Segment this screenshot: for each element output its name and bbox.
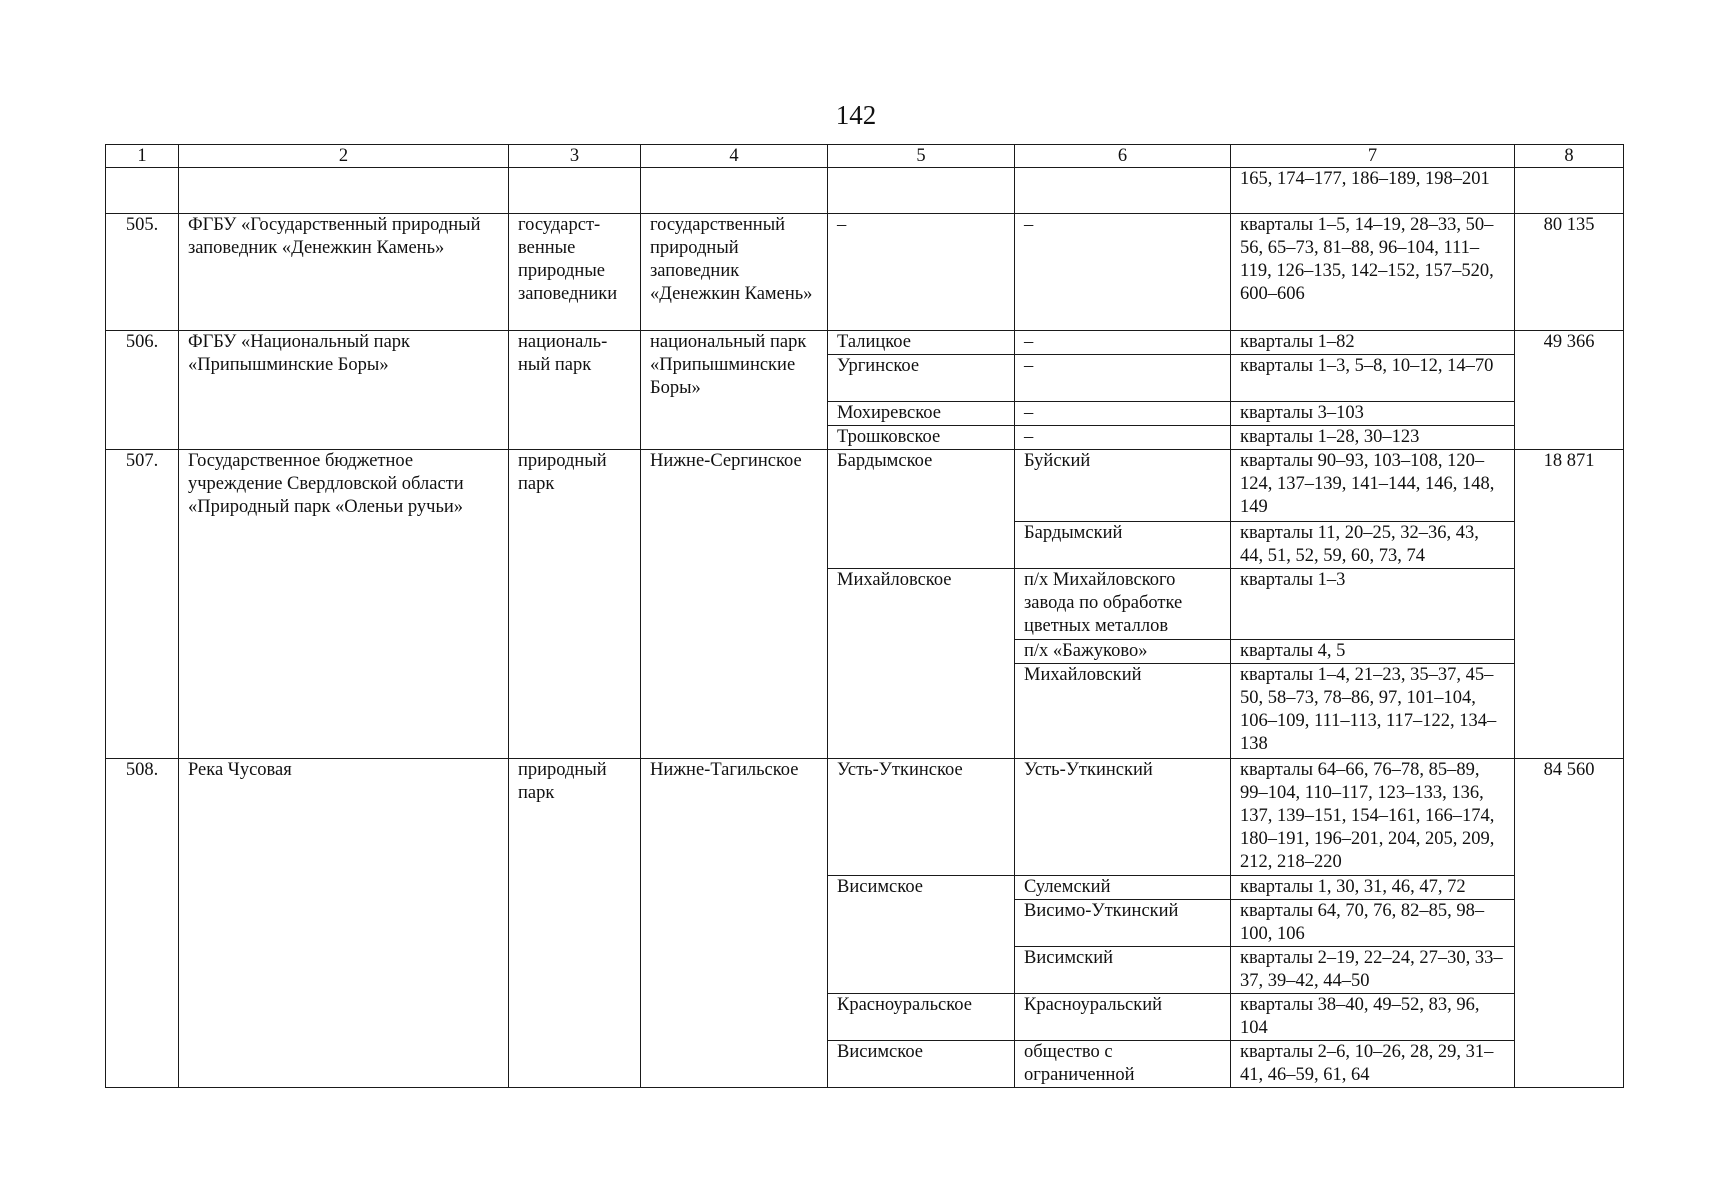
cell: [641, 168, 828, 214]
row-number: 506.: [106, 331, 179, 450]
district-forestry-cell: Буйский: [1015, 450, 1231, 522]
organization-name: Государственное бюджетное учреждение Свердловской области «Природный парк «Оленьи ручьи»: [179, 450, 509, 759]
category-cell: природный парк: [509, 450, 641, 759]
quarters-cell: кварталы 38–40, 49–52, 83, 96, 104: [1231, 994, 1515, 1041]
cell: [509, 168, 641, 214]
quarters-cell: 165, 174–177, 186–189, 198–201: [1231, 168, 1515, 214]
forestry-cell: Михайловское: [828, 569, 1015, 759]
district-forestry-cell: Усть-Уткинский: [1015, 759, 1231, 876]
table-row: [106, 450, 1624, 522]
quarters-cell: кварталы 90–93, 103–108, 120–124, 137–139, 141–144, 146, 148, 149: [1231, 450, 1515, 522]
forestry-cell: Висимское: [828, 876, 1015, 994]
area-cell: 49 366: [1515, 331, 1624, 450]
territory-cell: государственный природный заповедник «Денежкин Камень»: [641, 214, 828, 331]
quarters-cell: кварталы 3–103: [1231, 402, 1515, 426]
area-cell: 84 560: [1515, 759, 1624, 1088]
table-row: [106, 331, 1624, 355]
district-forestry-cell: –: [1015, 355, 1231, 402]
district-forestry-cell: Красноуральский: [1015, 994, 1231, 1041]
quarters-cell: кварталы 1–3: [1231, 569, 1515, 640]
organization-name: ФГБУ «Национальный парк «Припышминские Боры»: [179, 331, 509, 450]
quarters-cell: кварталы 1, 30, 31, 46, 47, 72: [1231, 876, 1515, 900]
quarters-cell: кварталы 1–5, 14–19, 28–33, 50–56, 65–73, 81–88, 96–104, 111–119, 126–135, 142–152, 157–520, 600–606: [1231, 214, 1515, 331]
district-forestry-cell: –: [1015, 426, 1231, 450]
forestry-cell: Мохиревское: [828, 402, 1015, 426]
category-cell: природный парк: [509, 759, 641, 1088]
page-number: 142: [835, 100, 877, 130]
row-number: 508.: [106, 759, 179, 1088]
quarters-cell: кварталы 4, 5: [1231, 640, 1515, 664]
row-number: 507.: [106, 450, 179, 759]
header-row: [106, 145, 1624, 168]
table-row: [106, 759, 1624, 876]
district-forestry-cell: п/х Михайловского завода по обработке цветных металлов: [1015, 569, 1231, 640]
registry-table: [105, 144, 1624, 1088]
col-header-2: 2: [179, 145, 509, 168]
forestry-cell: Бардымское: [828, 450, 1015, 569]
area-cell: 80 135: [1515, 214, 1624, 331]
district-forestry-cell: общество с ограниченной: [1015, 1041, 1231, 1088]
quarters-cell: кварталы 2–6, 10–26, 28, 29, 31–41, 46–59, 61, 64: [1231, 1041, 1515, 1088]
territory-cell: Нижне-Сергинское: [641, 450, 828, 759]
col-header-7: 7: [1231, 145, 1515, 168]
forestry-cell: Трошковское: [828, 426, 1015, 450]
category-cell: националь-ный парк: [509, 331, 641, 450]
district-forestry-cell: Бардымский: [1015, 522, 1231, 569]
table-row: [106, 168, 1624, 214]
quarters-cell: кварталы 11, 20–25, 32–36, 43, 44, 51, 52, 59, 60, 73, 74: [1231, 522, 1515, 569]
cell: [1515, 168, 1624, 214]
area-cell: 18 871: [1515, 450, 1624, 759]
quarters-cell: кварталы 1–3, 5–8, 10–12, 14–70: [1231, 355, 1515, 402]
territory-cell: национальный парк «Припышминские Боры»: [641, 331, 828, 450]
district-forestry-cell: Сулемский: [1015, 876, 1231, 900]
organization-name: Река Чусовая: [179, 759, 509, 1088]
forestry-cell: Талицкое: [828, 331, 1015, 355]
district-forestry-cell: –: [1015, 331, 1231, 355]
quarters-cell: кварталы 64–66, 76–78, 85–89, 99–104, 110–117, 123–133, 136, 137, 139–151, 154–161, 166–174, 180–191, 196–201, 204, 205, 209, 212, 218–220: [1231, 759, 1515, 876]
territory-cell: Нижне-Тагильское: [641, 759, 828, 1088]
row-number: 505.: [106, 214, 179, 331]
district-forestry-cell: Михайловский: [1015, 664, 1231, 759]
district-forestry-cell: п/х «Бажуково»: [1015, 640, 1231, 664]
quarters-cell: кварталы 1–4, 21–23, 35–37, 45–50, 58–73, 78–86, 97, 101–104, 106–109, 111–113, 117–122, 134–138: [1231, 664, 1515, 759]
cell: [828, 168, 1015, 214]
col-header-3: 3: [509, 145, 641, 168]
forestry-cell: Усть-Уткинское: [828, 759, 1015, 876]
cell: [1015, 168, 1231, 214]
cell: [179, 168, 509, 214]
category-cell: государст-венные природные заповедники: [509, 214, 641, 331]
district-forestry-cell: Висимо-Уткинский: [1015, 900, 1231, 947]
col-header-8: 8: [1515, 145, 1624, 168]
district-forestry-cell: –: [1015, 402, 1231, 426]
col-header-4: 4: [641, 145, 828, 168]
forestry-cell: Ургинское: [828, 355, 1015, 402]
col-header-1: 1: [106, 145, 179, 168]
district-forestry-cell: Висимский: [1015, 947, 1231, 994]
cell: [106, 168, 179, 214]
quarters-cell: кварталы 1–28, 30–123: [1231, 426, 1515, 450]
forestry-cell: –: [828, 214, 1015, 331]
forestry-cell: Висимское: [828, 1041, 1015, 1088]
col-header-5: 5: [828, 145, 1015, 168]
table-row: [106, 214, 1624, 331]
col-header-6: 6: [1015, 145, 1231, 168]
quarters-cell: кварталы 64, 70, 76, 82–85, 98–100, 106: [1231, 900, 1515, 947]
organization-name: ФГБУ «Государственный природный заповедник «Денежкин Камень»: [179, 214, 509, 331]
quarters-cell: кварталы 1–82: [1231, 331, 1515, 355]
forestry-cell: Красноуральское: [828, 994, 1015, 1041]
quarters-cell: кварталы 2–19, 22–24, 27–30, 33–37, 39–42, 44–50: [1231, 947, 1515, 994]
district-forestry-cell: –: [1015, 214, 1231, 331]
